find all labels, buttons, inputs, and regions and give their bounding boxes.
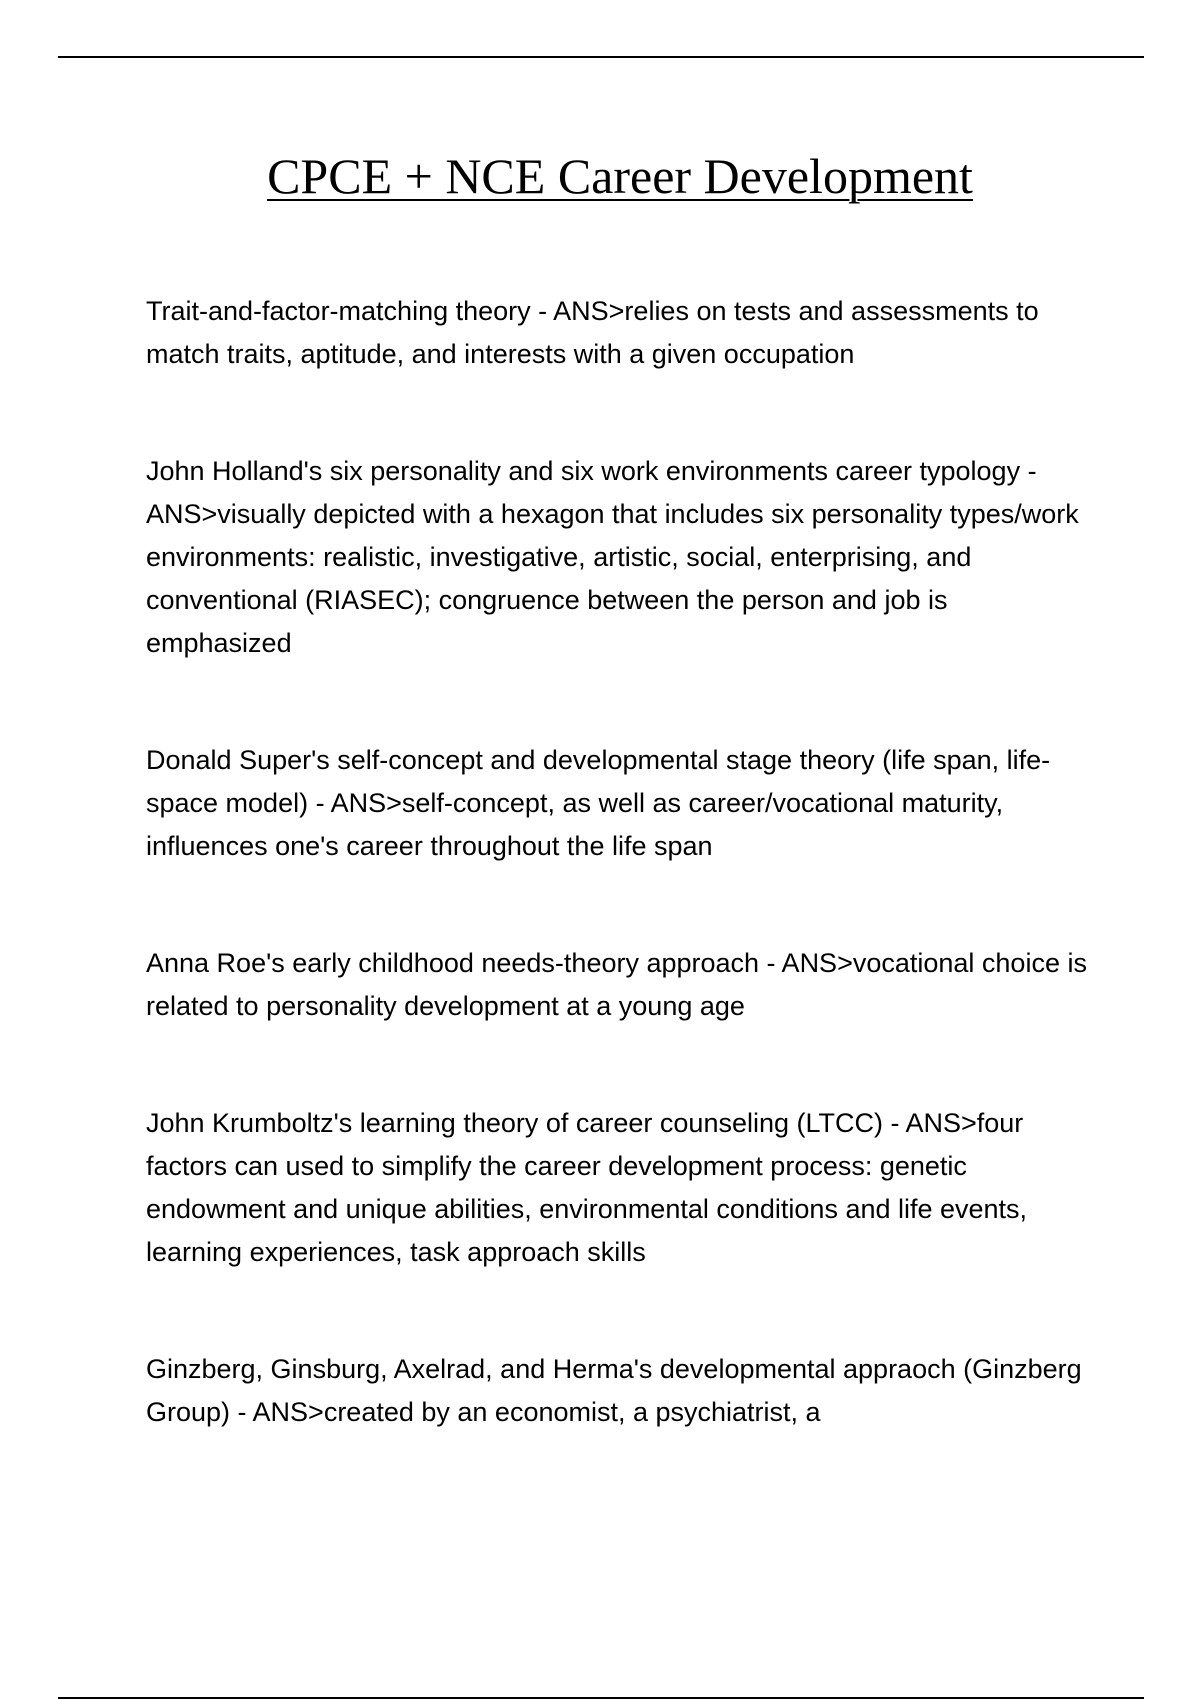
entry-super: Donald Super's self-concept and developmental stage theory (life span, life-space model) - ANS>self-concept, as well as career/vocational maturity, influences one's career throughout the life span bbox=[146, 745, 1051, 861]
entry-krumboltz: John Krumboltz's learning theory of career counseling (LTCC) - ANS>four factors can used to simplify the career development process: genetic endowment and unique abilities, environmental conditions and life events, learning experiences, task approach skills bbox=[146, 1108, 1028, 1267]
footer-rule bbox=[58, 1697, 1144, 1699]
page-title: CPCE + NCE Career Development bbox=[267, 148, 973, 204]
entry-ginzberg: Ginzberg, Ginsburg, Axelrad, and Herma's developmental appraoch (Ginzberg Group) - ANS>created by an economist, a psychiatrist, a bbox=[146, 1354, 1082, 1427]
entry-roe: Anna Roe's early childhood needs-theory approach - ANS>vocational choice is related to personality development at a young age bbox=[146, 948, 1087, 1021]
entry-holland: John Holland's six personality and six work environments career typology - ANS>visually depicted with a hexagon that includes six personality types/work environments: realistic, investigative, artistic, social, enterprising, and conventional (RIASEC); congruence between the person and job is emphasized bbox=[146, 456, 1079, 658]
entry-trait-factor: Trait-and-factor-matching theory - ANS>relies on tests and assessments to match traits, aptitude, and interests with a given occupation bbox=[146, 296, 1039, 369]
header-rule bbox=[58, 56, 1144, 58]
entry-list bbox=[146, 290, 1090, 1508]
